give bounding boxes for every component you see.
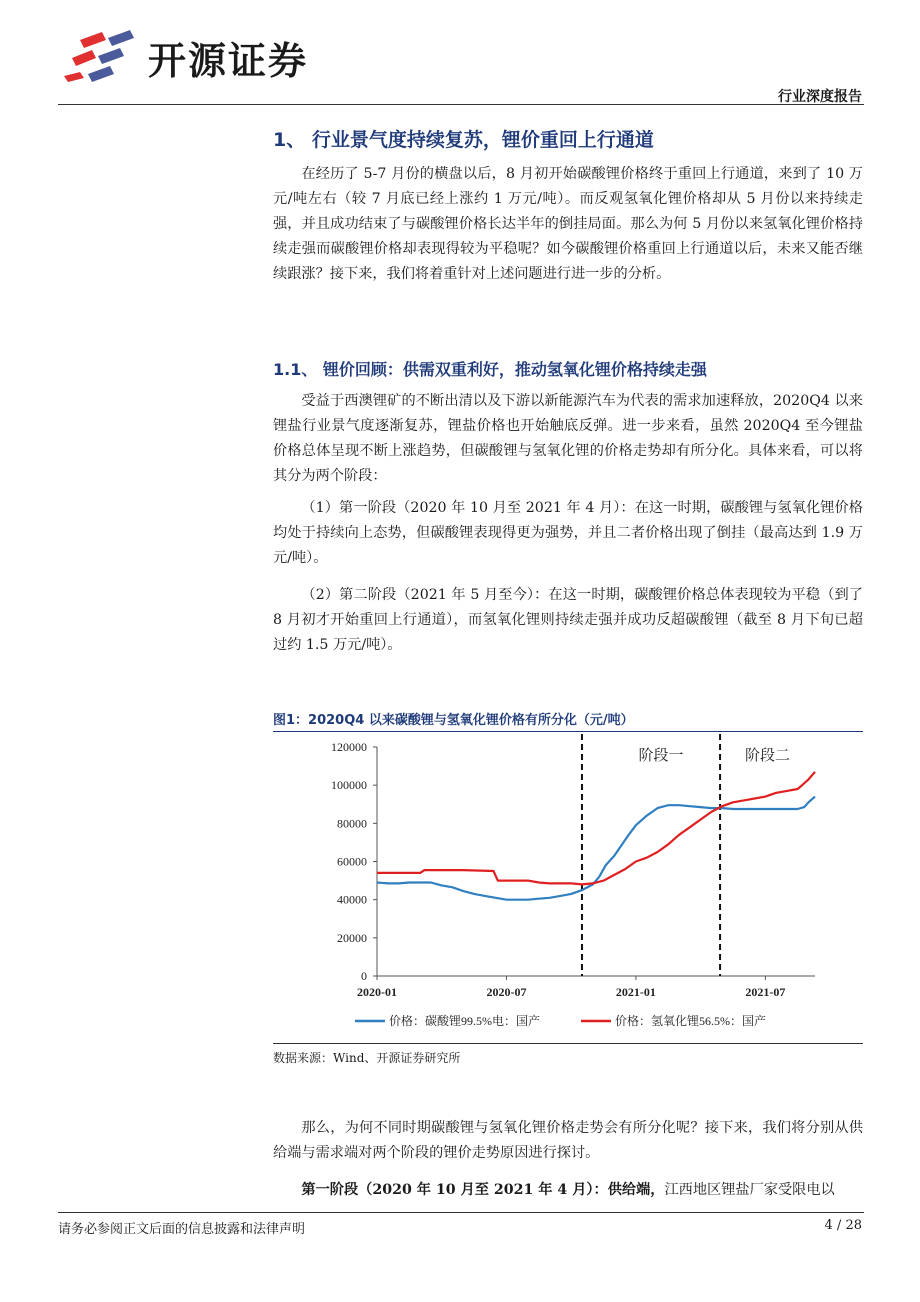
x-axis — [357, 976, 815, 999]
x-tick-label: 2020-01 — [357, 985, 397, 999]
section-heading: 1、 行业景气度持续复苏，锂价重回上行通道 — [273, 129, 654, 151]
y-tick-label: 40000 — [337, 892, 367, 907]
figure-source: 数据来源：Wind、开源证券研究所 — [273, 1051, 461, 1065]
stage-one-text: 江西地区锂盐厂家受限电以 — [664, 1182, 835, 1198]
stage-two-paragraph: （2）第二阶段（2021 年 5 月至今）：在这一时期，碳酸锂价格总体表现较为平稳（到了 8 月初才开始重回上行通道），而氢氧化锂则持续走强并成功反超碳酸锂（截至 8 月下旬已超过约 1.5 万元/吨）。 — [273, 587, 863, 653]
section-paragraph: 在经历了 5-7 月份的横盘以后，8 月初开始碳酸锂价格终于重回上行通道，来到了 10 万元/吨左右（较 7 月底已经上涨约 1 万元/吨）。而反观氢氧化锂价格却从 5 月份以来持续走强，并且成功结束了与碳酸锂价格长达半年的倒挂局面。那么为何 5 月份以来氢氧化锂价格持续走强而碳酸锂价格却表现得较为平稳呢？如今碳酸锂价格重回上行通道以后，未来又能否继续跟涨？接下来，我们将着重针对上述问题进行进一步的分析。 — [273, 166, 863, 282]
y-tick-label: 60000 — [337, 854, 367, 869]
stage-one-paragraph: （1）第一阶段（2020 年 10 月至 2021 年 4 月）：在这一时期，碳酸锂与氢氧化锂价格均处于持续向上态势，但碳酸锂表现得更为强势，并且二者价格出现了倒挂（最高达到 1.9 万元/吨）。 — [273, 500, 863, 566]
y-tick-label: 100000 — [331, 778, 367, 793]
header-divider — [58, 104, 864, 105]
lithium-carbonate-line — [377, 797, 815, 900]
y-tick-label: 120000 — [331, 740, 367, 754]
figure-top-rule — [273, 731, 863, 732]
y-tick-label: 0 — [361, 969, 367, 983]
figure-title: 图1：2020Q4 以来碳酸锂与氢氧化锂价格有所分化（元/吨） — [273, 713, 634, 728]
figure-bottom-rule — [273, 1043, 863, 1044]
legend-label: 价格：氢氧化锂56.5%：国产 — [615, 1014, 766, 1028]
company-logo-icon — [58, 28, 138, 84]
legend-label: 价格：碳酸锂99.5%电：国产 — [389, 1014, 540, 1028]
price-chart — [273, 734, 863, 1040]
stage-dividers — [582, 734, 790, 976]
series-lines — [377, 772, 815, 900]
x-tick-label: 2021-01 — [615, 985, 656, 999]
y-tick-label: 80000 — [337, 816, 367, 831]
lithium-hydroxide-line — [377, 772, 815, 885]
y-tick-label: 20000 — [337, 930, 367, 945]
legal-disclaimer: 请务必参阅正文后面的信息披露和法律声明 — [58, 1222, 306, 1237]
chart-legend — [355, 1013, 766, 1028]
analysis-paragraph: 那么，为何不同时期碳酸锂与氢氧化锂价格走势会有所分化呢？接下来，我们将分别从供给端与需求端对两个阶段的锂价走势原因进行探讨。 — [273, 1120, 863, 1161]
page-number: 4 / 28 — [824, 1218, 862, 1233]
stage-one-label: 第一阶段（2020 年 10 月至 2021 年 4 月）：供给端， — [301, 1182, 665, 1198]
x-tick-label: 2021-07 — [745, 985, 786, 999]
y-axis — [331, 740, 377, 983]
stage-one-analysis — [273, 1178, 863, 1203]
x-tick-label: 2020-07 — [486, 985, 527, 999]
stage-label: 阶段二 — [745, 748, 791, 764]
footer-divider — [58, 1212, 864, 1213]
stage-label: 阶段一 — [638, 748, 684, 764]
report-type: 行业深度报告 — [778, 89, 862, 105]
subsection-heading: 1.1、 锂价回顾：供需双重利好，推动氢氧化锂价格持续走强 — [273, 360, 707, 379]
body-paragraph: 受益于西澳锂矿的不断出清以及下游以新能源汽车为代表的需求加速释放，2020Q4 以来锂盐行业景气度逐渐复苏，锂盐价格也开始触底反弹。进一步来看，虽然 2020Q4 至今锂盐价格总体呈现不断上涨趋势，但碳酸锂与氢氧化锂的价格走势却有所分化。具体来看，可以将其分为两个阶段： — [273, 393, 863, 484]
company-name: 开源证券 — [148, 39, 309, 83]
